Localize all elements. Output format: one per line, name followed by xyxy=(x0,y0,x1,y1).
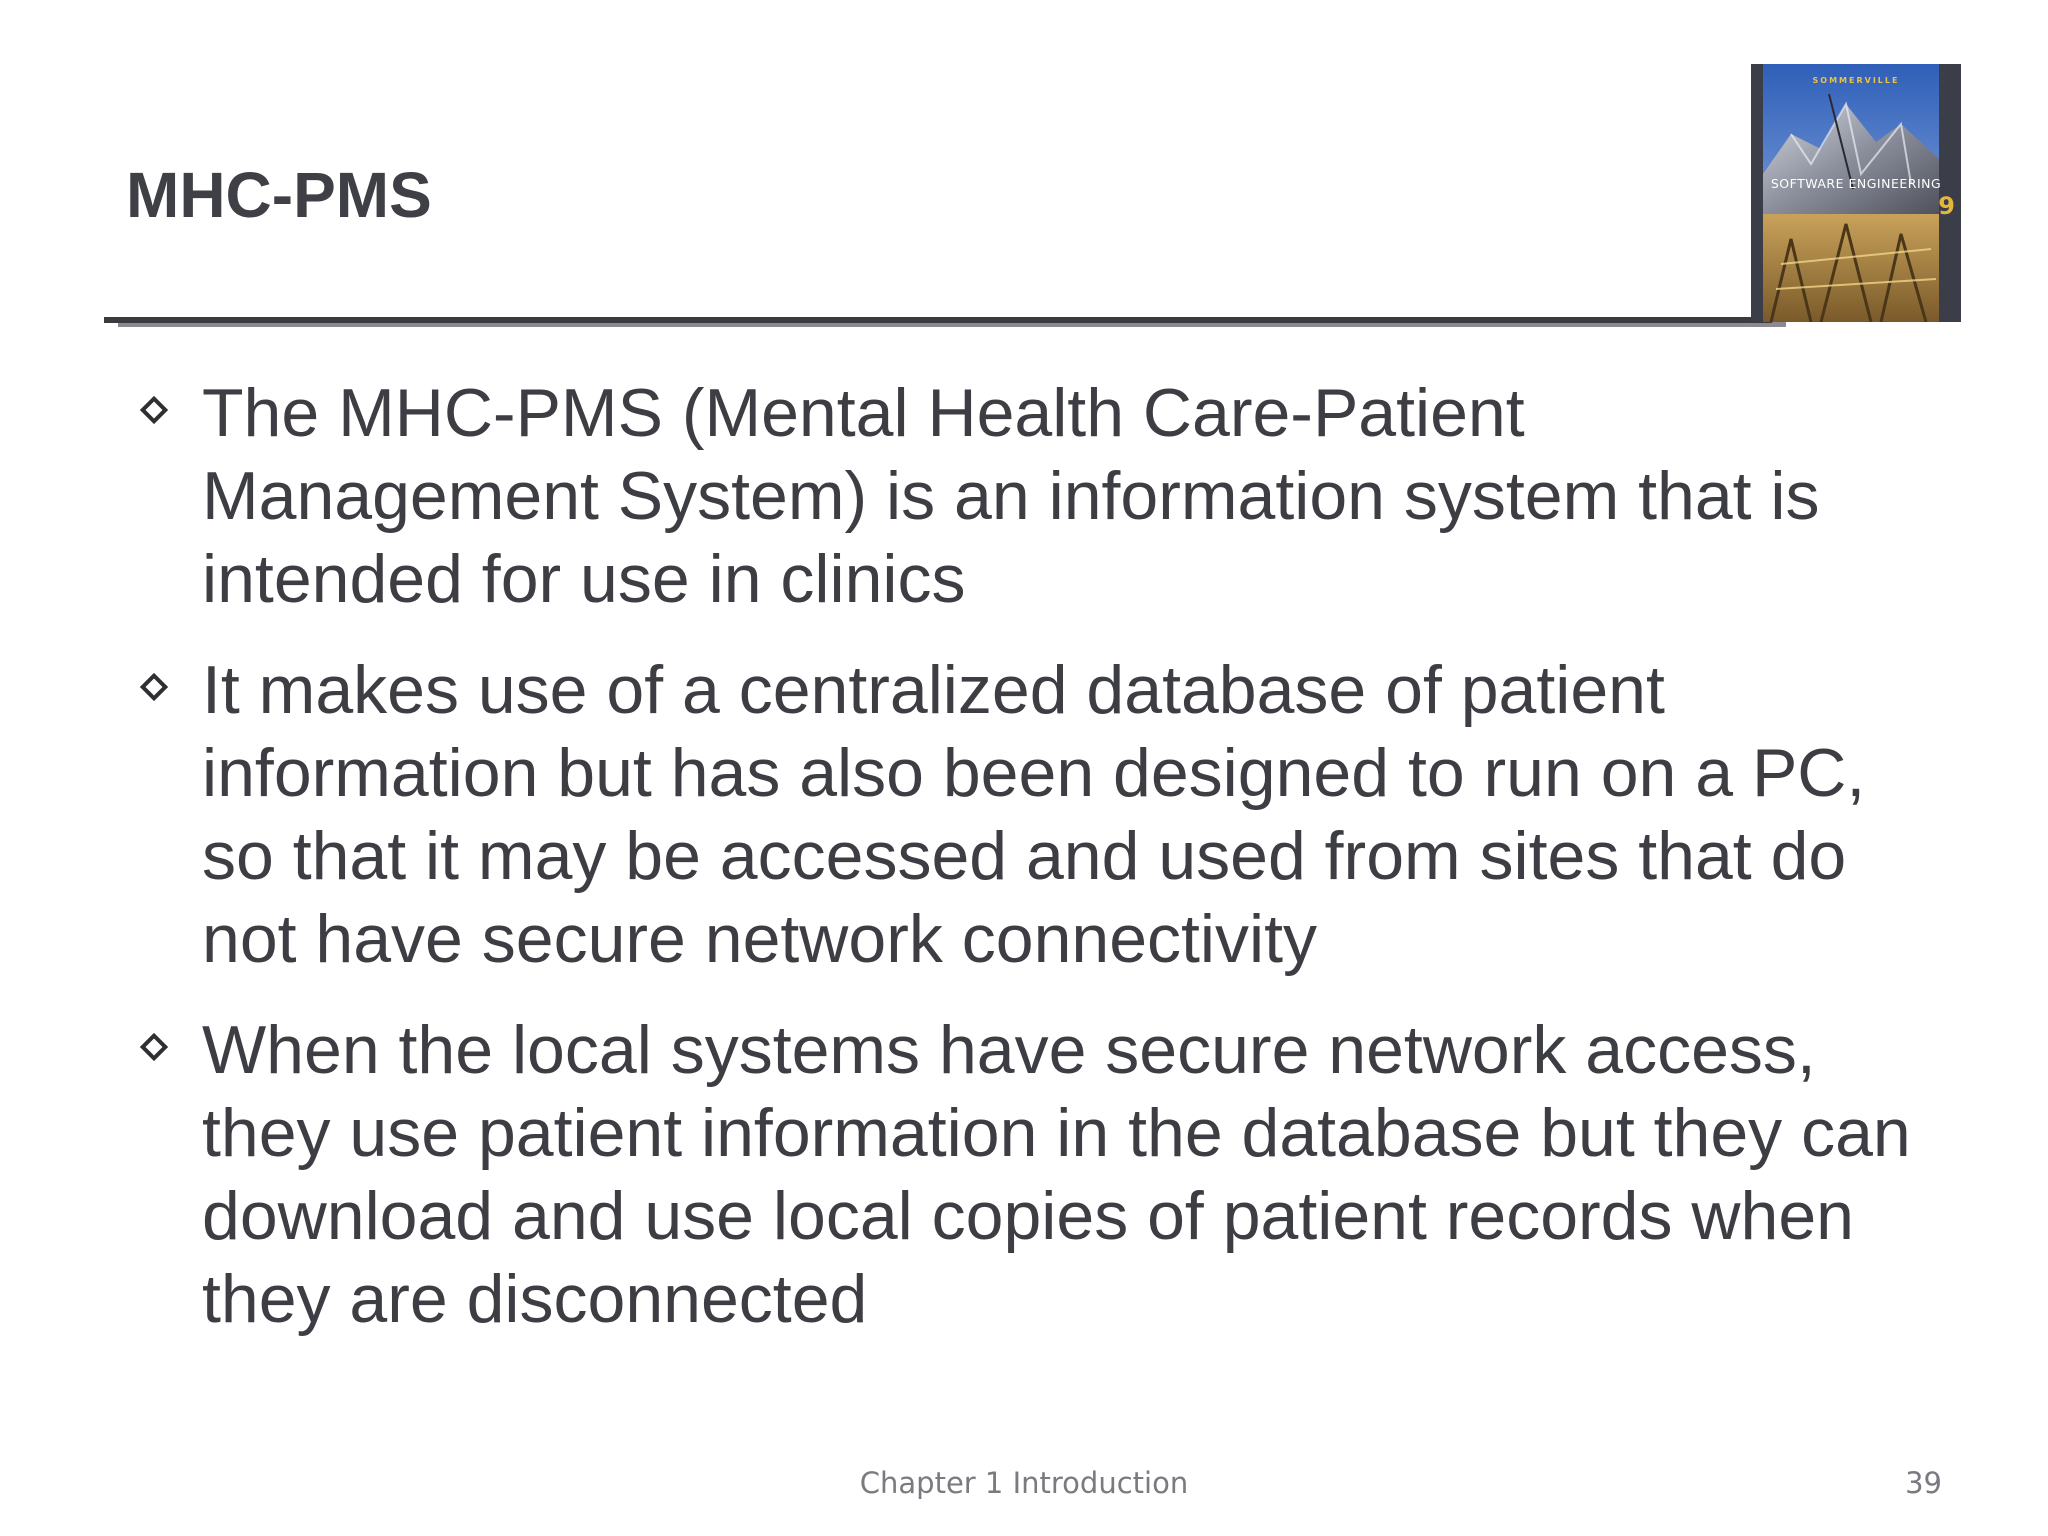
bullet-item xyxy=(136,372,1956,621)
book-cover-author: SOMMERVILLE xyxy=(1812,76,1900,85)
diamond-bullet-icon xyxy=(140,1033,168,1061)
bullet-text: It makes use of a centralized database of patient information but has also been designed to run on a PC, so that it may be accessed and used from sites that do not have secure network connectivity xyxy=(202,652,1866,977)
bullet-item xyxy=(136,649,1956,981)
diamond-bullet-icon xyxy=(140,673,168,701)
bullet-text: When the local systems have secure network access, they use patient information in the database but they can download and use local copies of patient records when they are disconnected xyxy=(202,1012,1911,1337)
footer-chapter-label: Chapter 1 Introduction xyxy=(859,1466,1189,1500)
book-cover-image xyxy=(1751,64,1961,322)
title-divider xyxy=(104,317,1772,323)
book-cover-title: SOFTWARE ENGINEERING xyxy=(1770,176,1942,191)
bullet-text: The MHC-PMS (Mental Health Care-Patient Management System) is an information system that is intended for use in clinics xyxy=(202,375,1820,617)
slide-title: MHC-PMS xyxy=(126,159,432,231)
book-cover-edition: 9 xyxy=(1938,192,1955,220)
bullet-list xyxy=(136,372,1956,1369)
diamond-bullet-icon xyxy=(140,396,168,424)
book-cover-artwork xyxy=(1751,64,1961,322)
page-number: 39 xyxy=(1905,1466,1942,1500)
bullet-item xyxy=(136,1009,1956,1341)
